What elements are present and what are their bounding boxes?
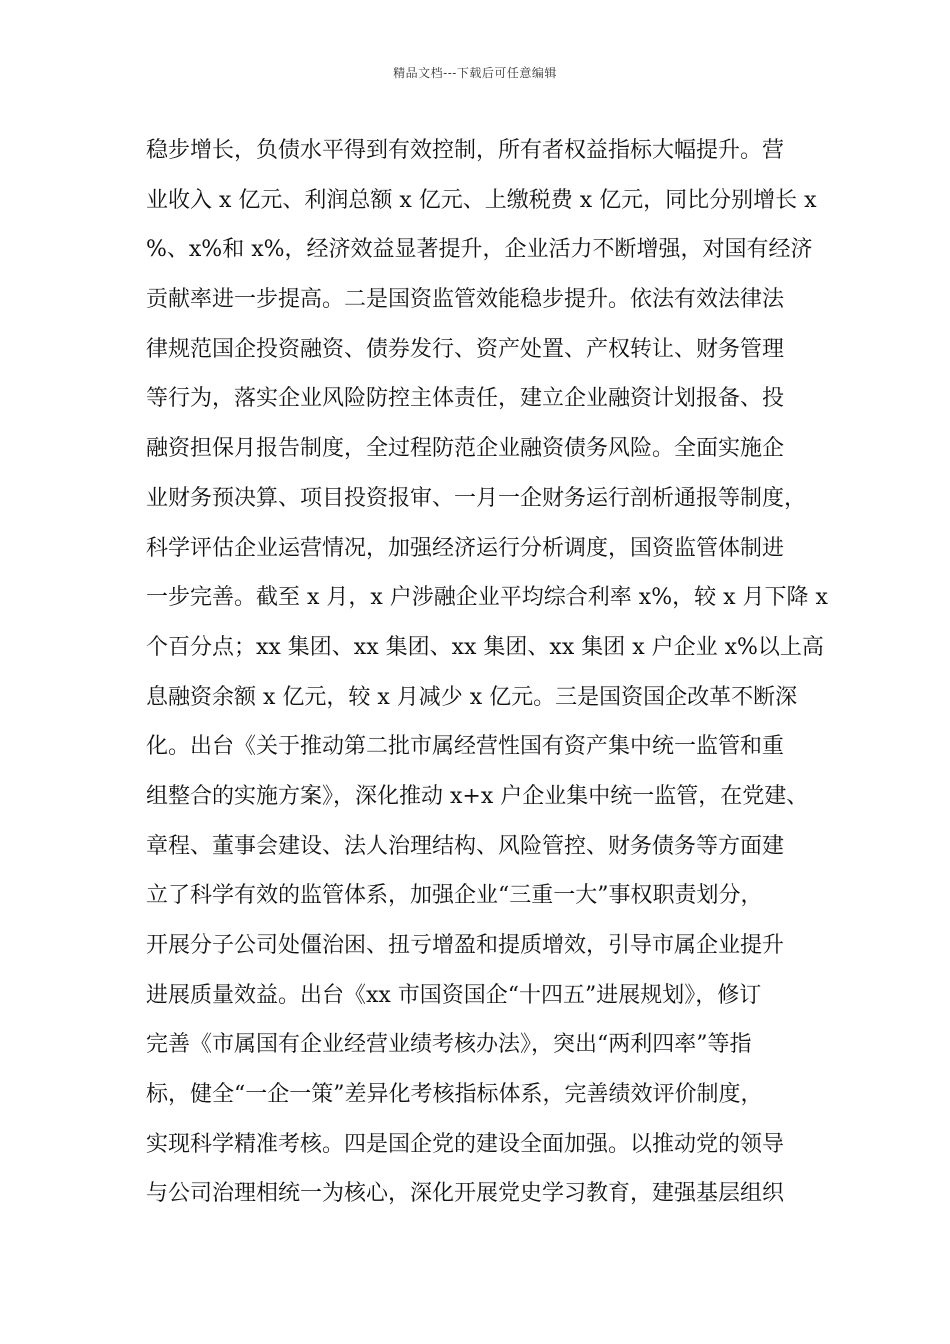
text-line: 化。出台《关于推动第二批市属经营性国有资产集中统一监管和重	[146, 734, 785, 760]
page-header: 精品文档---下载后可任意编辑	[393, 66, 557, 80]
text-line: 融资担保月报告制度，全过程防范企业融资债务风险。全面实施企	[146, 436, 785, 462]
text-line: 完善《市属国有企业经营业绩考核办法》，突出“两利四率”等指	[146, 1032, 752, 1058]
text-line: 章程、董事会建设、法人治理结构、风险管控、财务债务等方面建	[146, 833, 785, 859]
text-line: 进展质量效益。出台《xx 市国资国企“十四五”进展规划》，修订	[146, 982, 762, 1008]
text-line: 一步完善。截至 x 月，x 户涉融企业平均综合利率 x%，较 x 月下降 x	[146, 585, 828, 611]
text-line: 稳步增长，负债水平得到有效控制，所有者权益指标大幅提升。营	[146, 138, 785, 163]
text-line: 等行为，落实企业风险防控主体责任，建立企业融资计划报备、投	[146, 386, 785, 412]
text-line: 与公司治理相统一为核心，深化开展党史学习教育，建强基层组织	[146, 1181, 785, 1207]
text-line: 贡献率进一步提高。二是国资监管效能稳步提升。依法有效法律法	[146, 287, 785, 313]
text-line: 业财务预决算、项目投资报审、一月一企财务运行剖析通报等制度，	[146, 485, 807, 511]
text-line: 标，健全“一企一策”差异化考核指标体系，完善绩效评价制度，	[146, 1082, 763, 1108]
text-line: 息融资余额 x 亿元，较 x 月减少 x 亿元。三是国资国企改革不断深	[146, 684, 798, 710]
text-line: 立了科学有效的监管体系，加强企业“三重一大”事权职责划分，	[146, 883, 763, 909]
text-line: 个百分点；xx 集团、xx 集团、xx 集团、xx 集团 x 户企业 x%以上高	[146, 634, 824, 660]
text-line: 科学评估企业运营情况，加强经济运行分析调度，国资监管体制进	[146, 535, 785, 561]
text-line: 开展分子公司处僵治困、扭亏增盈和提质增效，引导市属企业提升	[146, 933, 785, 958]
body-paragraph	[146, 133, 828, 1226]
text-line: 组整合的实施方案》，深化推动 x+x 户企业集中统一监管，在党建、	[146, 783, 809, 809]
text-line: %、x%和 x%，经济效益显著提升，企业活力不断增强，对国有经济	[146, 237, 813, 263]
text-line: 律规范国企投资融资、债券发行、资产处置、产权转让、财务管理	[146, 336, 785, 362]
text-line: 实现科学精准考核。四是国企党的建设全面加强。以推动党的领导	[146, 1131, 785, 1157]
text-line: 业收入 x 亿元、利润总额 x 亿元、上缴税费 x 亿元，同比分别增长 x	[146, 187, 817, 213]
